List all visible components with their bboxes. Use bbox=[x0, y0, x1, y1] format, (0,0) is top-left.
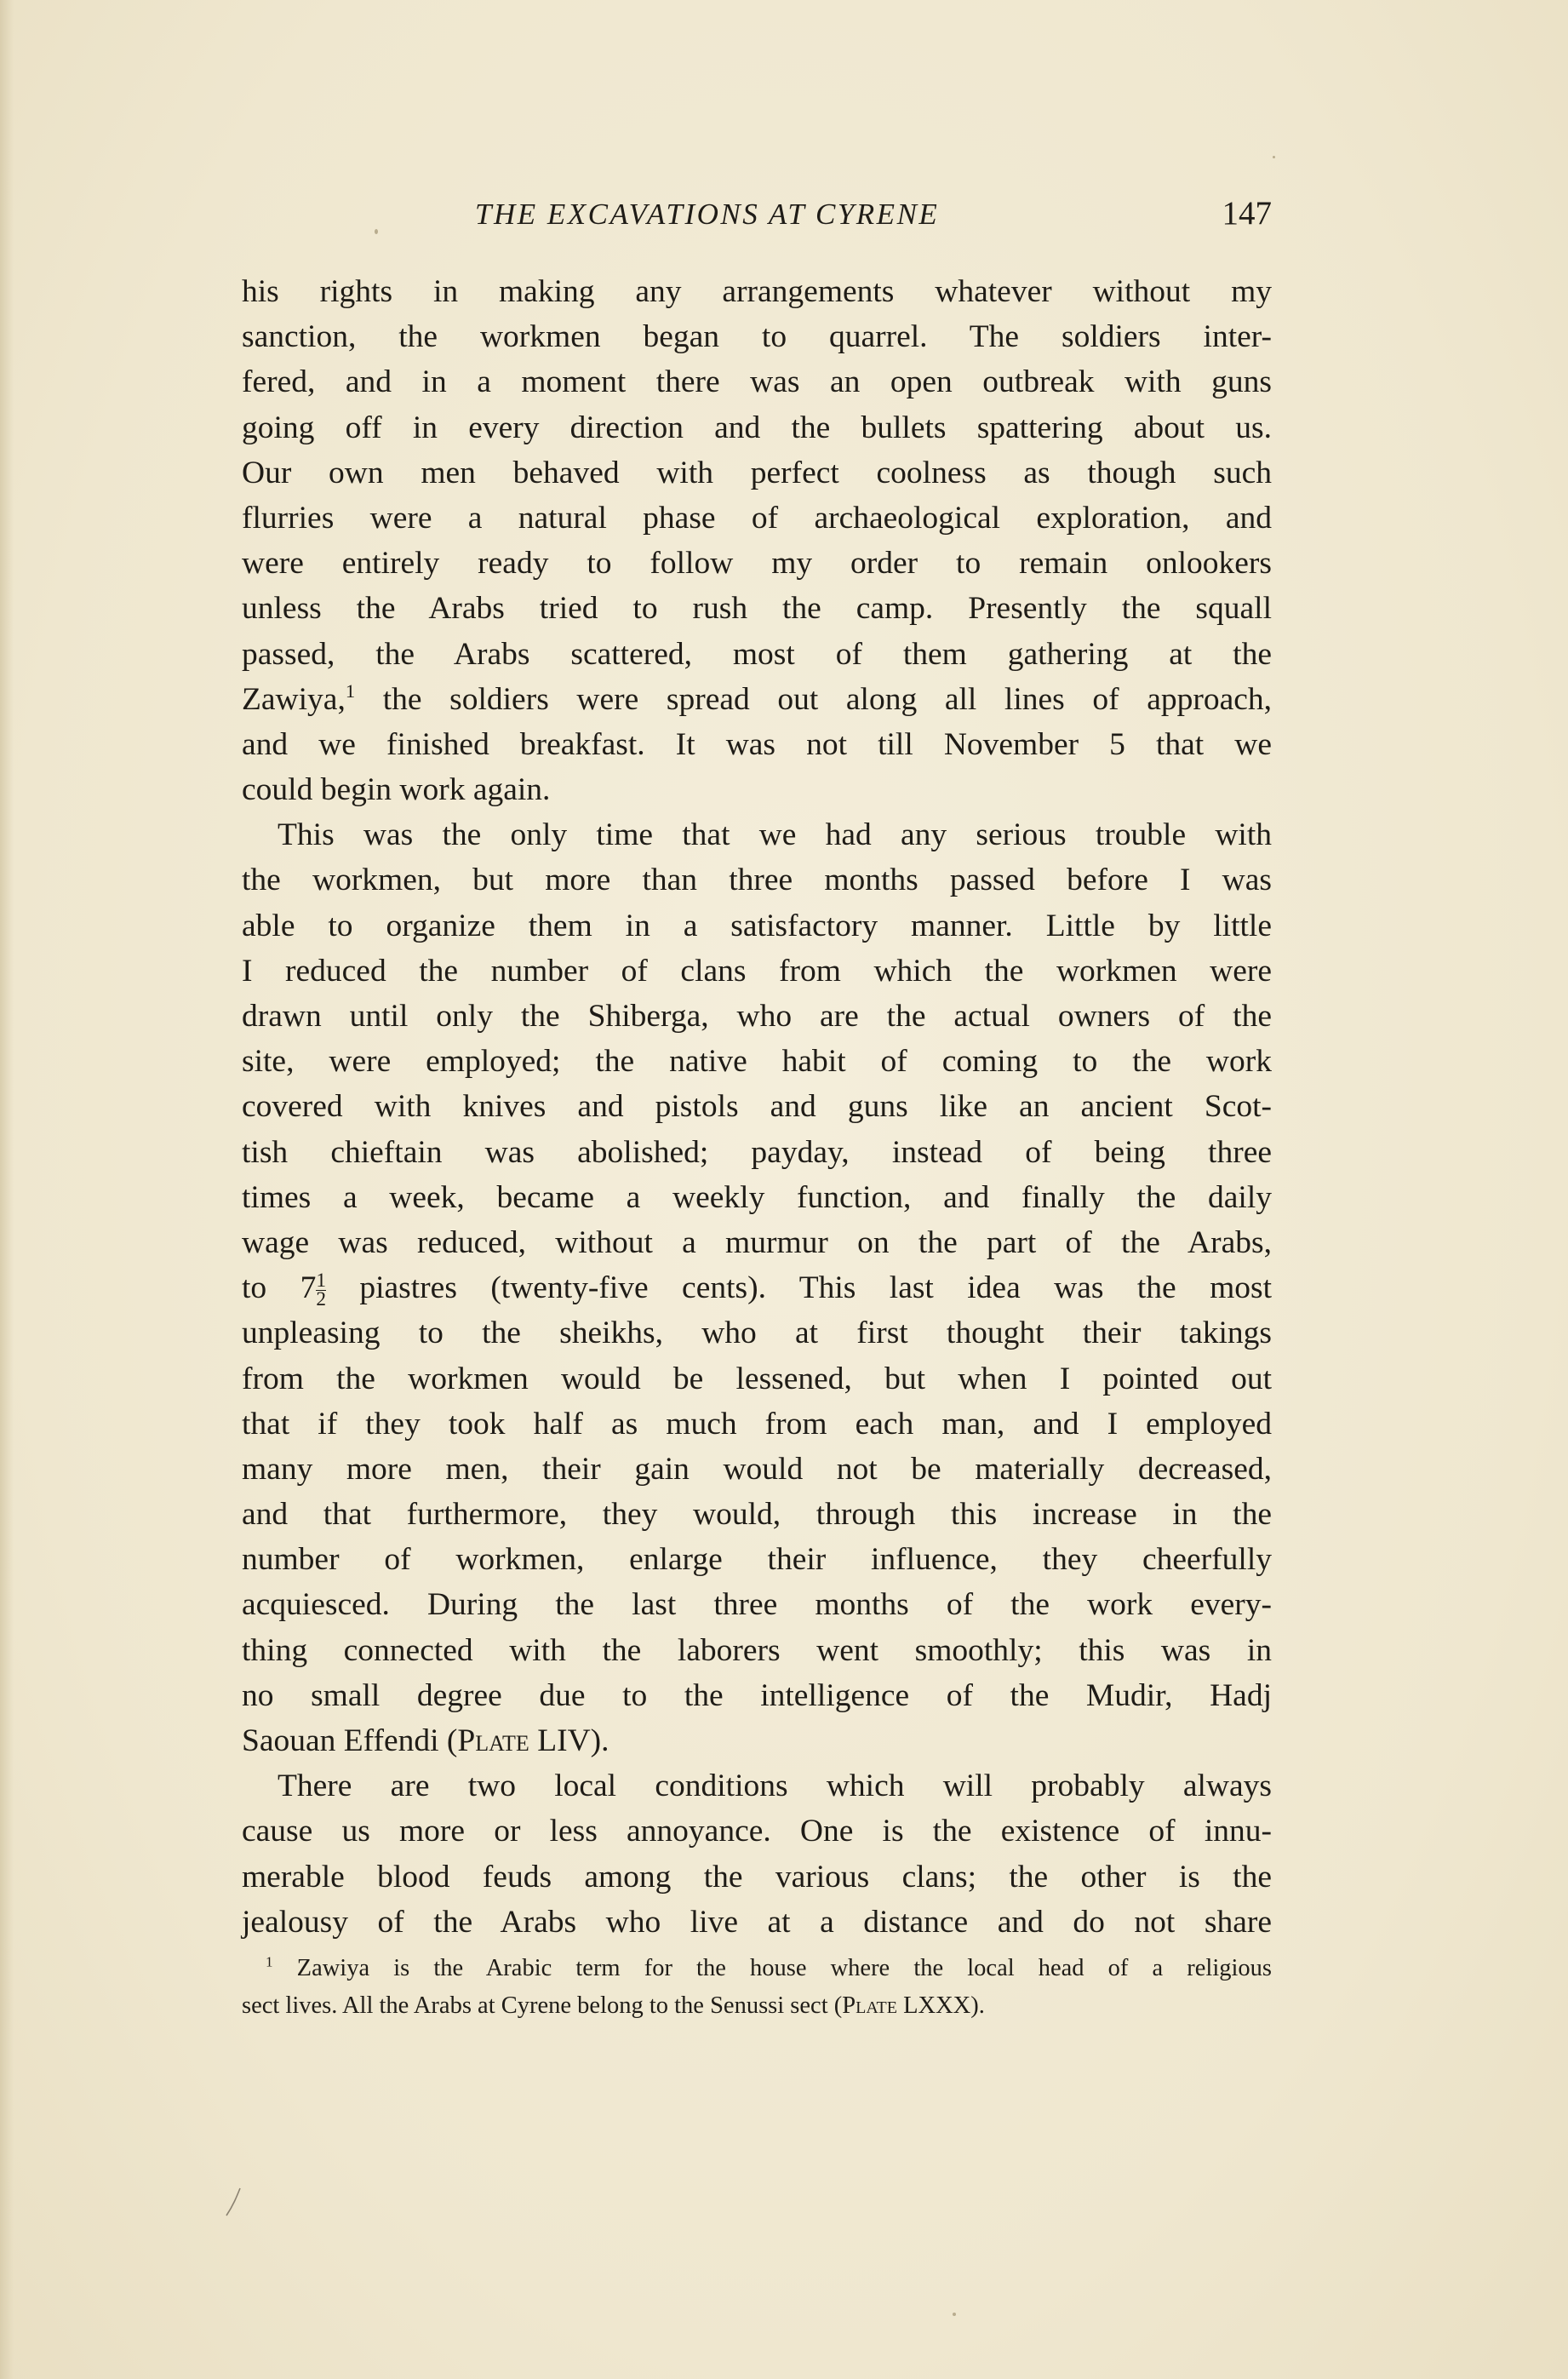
text-line: wage was reduced, without a murmur on the part of the Arabs, bbox=[242, 1224, 1272, 1260]
paragraph-2 bbox=[242, 812, 1272, 1763]
text-line: his rights in making any arrangements whatever without my bbox=[242, 274, 1272, 309]
footnote-marker: 1 bbox=[266, 1953, 273, 1970]
text-line: from the workmen would be lessened, but when I pointed out bbox=[242, 1361, 1272, 1396]
text-segment: Saouan Effendi ( bbox=[242, 1723, 458, 1758]
zawiya-word: Zawiya, bbox=[242, 681, 346, 717]
text-line: jealousy of the Arabs who live at a distance and do not share bbox=[242, 1904, 1272, 1940]
footnote bbox=[242, 1950, 1272, 2025]
text-line: There are two local conditions which will probably always bbox=[278, 1768, 1272, 1804]
body-text bbox=[242, 269, 1272, 1945]
footnote-text: sect lives. All the Arabs at Cyrene belong to the Senussi sect ( bbox=[242, 1992, 843, 2019]
text-line: flurries were a natural phase of archaeological exploration, and bbox=[242, 500, 1272, 536]
text-line: passed, the Arabs scattered, most of them gathering at the bbox=[242, 636, 1272, 672]
text-line: thing connected with the laborers went smoothly; this was in bbox=[242, 1632, 1272, 1668]
text-line: tish chieftain was abolished; payday, instead of being three bbox=[242, 1134, 1272, 1170]
text-line: that if they took half as much from each man, and I employed bbox=[242, 1406, 1272, 1442]
text-line: unless the Arabs tried to rush the camp. Presently the squall bbox=[242, 591, 1272, 627]
fraction-one-half bbox=[316, 1272, 326, 1309]
text-line-with-fraction bbox=[242, 1265, 1272, 1310]
text-line: number of workmen, enlarge their influence, they cheerfully bbox=[242, 1542, 1272, 1578]
text-line: merable blood feuds among the various clans; the other is the bbox=[242, 1859, 1272, 1895]
paragraph-3 bbox=[242, 1763, 1272, 1945]
text-line: fered, and in a moment there was an open outbreak with guns bbox=[242, 364, 1272, 400]
paragraph-1 bbox=[242, 269, 1272, 812]
text-line: This was the only time that we had any serious trouble with bbox=[278, 817, 1272, 853]
text-line: and that furthermore, they would, through this increase in the bbox=[242, 1497, 1272, 1533]
footnote-plate-number: LXXX). bbox=[903, 1992, 985, 2019]
text-line: drawn until only the Shiberga, who are the actual owners of the bbox=[242, 999, 1272, 1034]
plate-word: Plate bbox=[457, 1723, 529, 1758]
text-line: many more men, their gain would not be materially decreased, bbox=[242, 1451, 1272, 1487]
text-segment: piastres (twenty-five cents). This last idea was the most bbox=[359, 1270, 1272, 1306]
running-head-title: THE EXCAVATIONS AT CYRENE bbox=[475, 198, 940, 231]
text-line: no small degree due to the intelligence of the Mudir, Hadj bbox=[242, 1677, 1272, 1713]
paper-speck bbox=[953, 2313, 956, 2316]
fraction-numerator: 1 bbox=[316, 1270, 326, 1293]
text-line: and we finished breakfast. It was not till November 5 that we bbox=[242, 726, 1272, 762]
text-line: Our own men behaved with perfect coolness as though such bbox=[242, 455, 1272, 490]
text-line: could begin work again. bbox=[242, 772, 551, 808]
running-header bbox=[242, 194, 1272, 240]
text-line: I reduced the number of clans from which the workmen were bbox=[242, 953, 1272, 989]
text-segment: the soldiers were spread out along all lines of approach, bbox=[382, 681, 1272, 717]
text-line: times a week, became a weekly function, and finally the daily bbox=[242, 1179, 1272, 1215]
text-line: covered with knives and pistols and guns like an ancient Scot- bbox=[242, 1089, 1272, 1125]
paper-speck bbox=[1273, 156, 1275, 158]
footnote-reference: 1 bbox=[345, 679, 356, 702]
text-line: were entirely ready to follow my order to remain onlookers bbox=[242, 546, 1272, 582]
page-spine-shadow bbox=[0, 0, 14, 2379]
text-line: unpleasing to the sheikhs, who at first thought their takings bbox=[242, 1316, 1272, 1351]
text-line-with-footnote bbox=[242, 677, 1272, 722]
text-line: going off in every direction and the bullets spattering about us. bbox=[242, 410, 1272, 445]
text-line: site, were employed; the native habit of coming to the work bbox=[242, 1044, 1272, 1080]
text-line: acquiesced. During the last three months of the work every- bbox=[242, 1587, 1272, 1623]
page-number: 147 bbox=[1222, 195, 1272, 232]
pencil-mark bbox=[223, 2185, 247, 2219]
text-line-with-plate bbox=[242, 1718, 1272, 1763]
text-segment: to 7 bbox=[242, 1270, 317, 1306]
footnote-line bbox=[242, 1987, 1272, 2025]
text-segment: LIV). bbox=[537, 1723, 609, 1758]
text-line: able to organize them in a satisfactory manner. Little by little bbox=[242, 908, 1272, 943]
footnote-text: Zawiya is the Arabic term for the house where the local head of a religious bbox=[296, 1955, 1273, 1981]
text-line: sanction, the workmen began to quarrel. The soldiers inter- bbox=[242, 319, 1272, 355]
text-line: cause us more or less annoyance. One is the existence of innu- bbox=[242, 1814, 1272, 1849]
fraction-denominator: 2 bbox=[316, 1288, 326, 1311]
text-line: the workmen, but more than three months passed before I was bbox=[242, 863, 1272, 898]
plate-word: Plate bbox=[842, 1992, 897, 2019]
footnote-line bbox=[242, 1950, 1272, 1987]
